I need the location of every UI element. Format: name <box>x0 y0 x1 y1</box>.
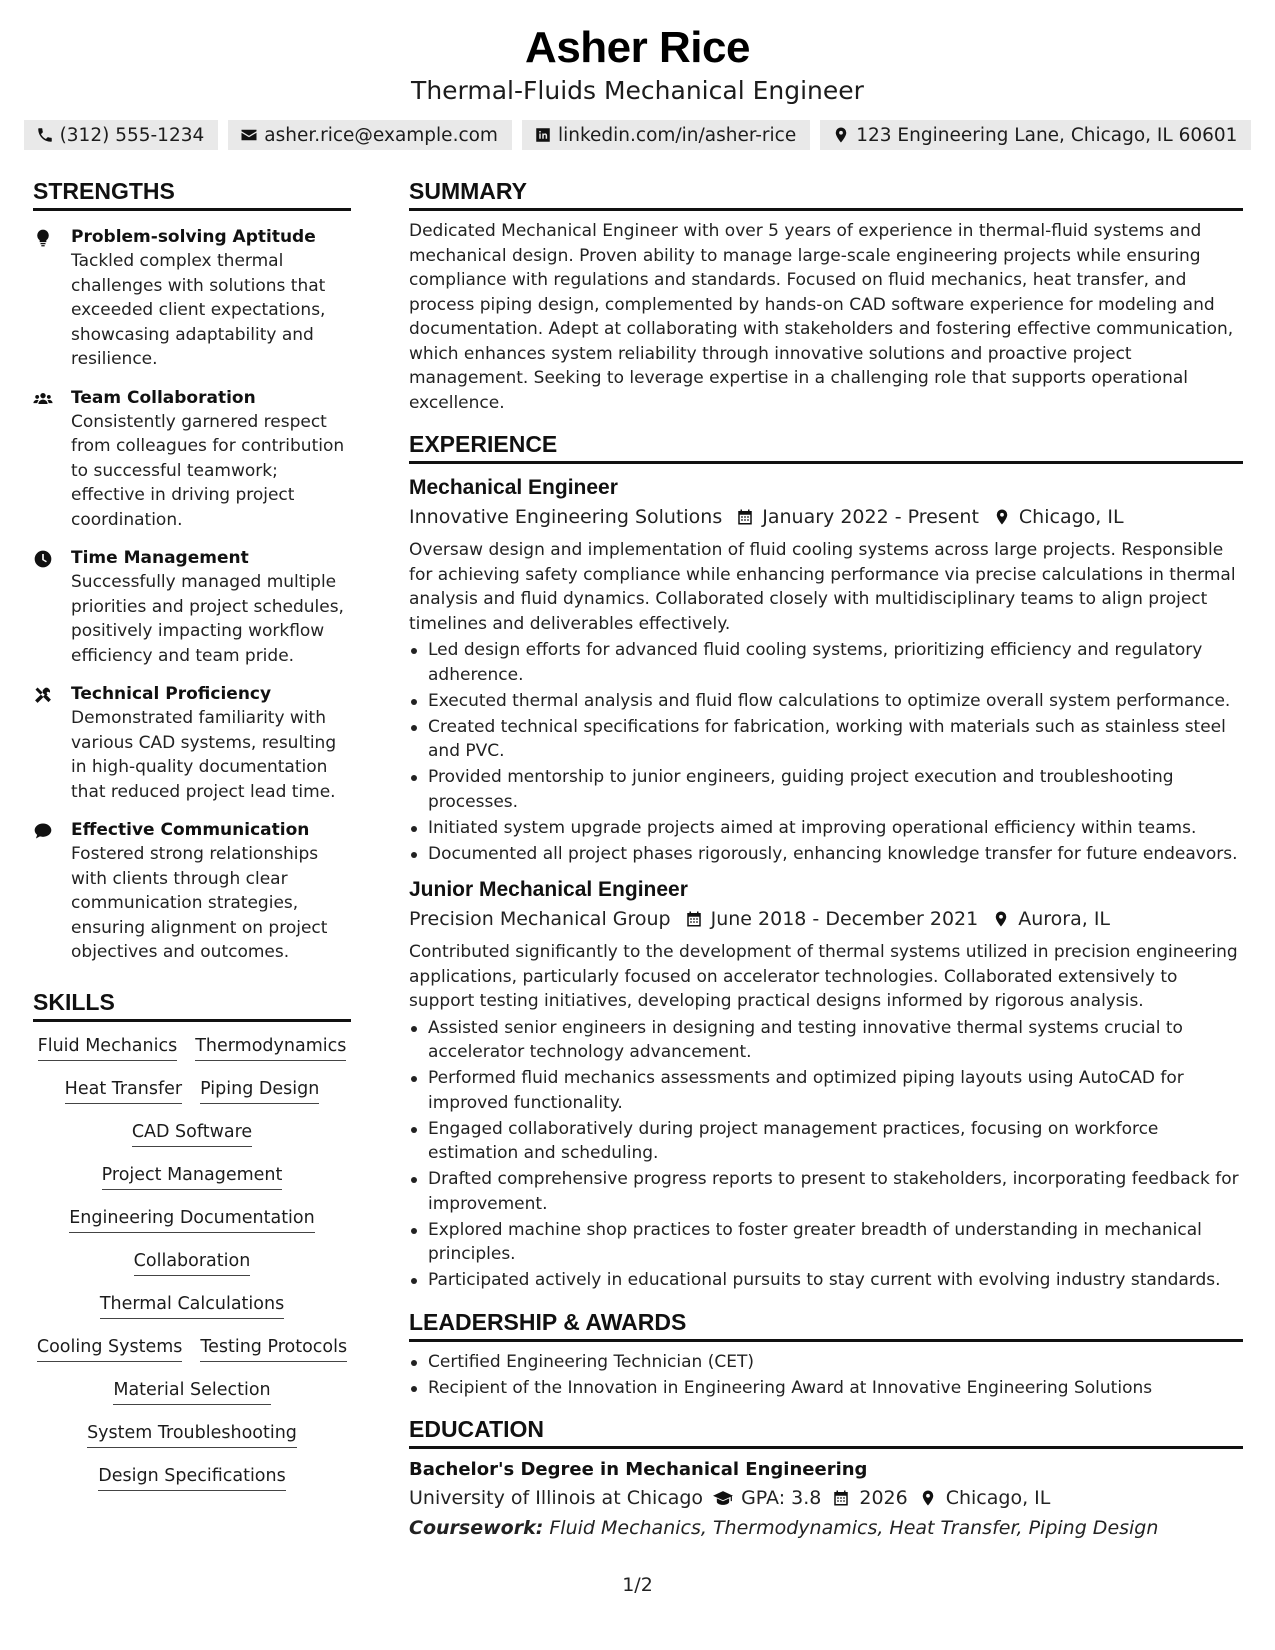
strength-text: Successfully managed multiple priorities and project schedules, positively impacting workflow efficiency and team pride. <box>71 572 344 666</box>
job-entry <box>409 876 1243 1293</box>
job-description: Contributed significantly to the development of thermal systems utilized in precision engineering applications, particularly focused on accelerator technologies. Collaborated extensively to support testing initiatives, developing practical designs informed by rigorous analysis. <box>409 942 1238 1011</box>
candidate-name: Asher Rice <box>525 23 750 72</box>
list-item: Initiated system upgrade projects aimed at improving operational efficiency within teams. <box>409 816 1243 841</box>
job-title: Mechanical Engineer <box>409 476 618 499</box>
skills-list <box>33 1034 351 1491</box>
list-item: Recipient of the Innovation in Engineering Award at Innovative Engineering Solutions <box>409 1376 1243 1401</box>
strengths-heading: STRENGTHS <box>33 178 351 211</box>
strength-item <box>33 386 351 533</box>
skill-tag: Testing Protocols <box>200 1335 347 1362</box>
skill-tag: Cooling Systems <box>37 1335 183 1362</box>
skill-tag: Fluid Mechanics <box>38 1034 178 1061</box>
job-title: Junior Mechanical Engineer <box>409 878 688 901</box>
envelope-icon <box>240 126 258 144</box>
job-location: Aurora, IL <box>1018 908 1111 930</box>
strength-text: Fostered strong relationships with clients through clear communication strategies, ensuring alignment on project objectives and outcomes. <box>71 844 328 962</box>
graduation-year: 2026 <box>859 1487 908 1509</box>
map-pin-icon <box>992 910 1010 928</box>
coursework-list: Fluid Mechanics, Thermodynamics, Heat Transfer, Piping Design <box>549 1517 1159 1539</box>
job-bullets <box>409 1016 1243 1293</box>
strength-title: Effective Communication <box>71 820 310 840</box>
job-location: Chicago, IL <box>1018 506 1124 528</box>
resume-header <box>0 0 1275 150</box>
lightbulb-icon <box>33 228 53 248</box>
candidate-title: Thermal-Fluids Mechanical Engineer <box>411 76 864 105</box>
list-item: Participated actively in educational pursuits to stay current with evolving industry standards. <box>409 1268 1243 1293</box>
contact-phone <box>24 120 219 150</box>
map-pin-icon <box>918 1489 938 1507</box>
list-item: Engaged collaboratively during project management practices, focusing on workforce estimation and scheduling. <box>409 1117 1243 1166</box>
company-name: Precision Mechanical Group <box>409 908 671 930</box>
calendar-icon <box>831 1489 851 1507</box>
skill-tag: Material Selection <box>113 1378 270 1405</box>
email-text[interactable]: asher.rice@example.com <box>264 124 498 146</box>
leadership-list <box>409 1350 1243 1401</box>
education-meta <box>409 1483 1243 1513</box>
skill-tag: Thermal Calculations <box>100 1292 284 1319</box>
address-text: 123 Engineering Lane, Chicago, IL 60601 <box>856 124 1238 146</box>
gpa-text: GPA: 3.8 <box>741 1487 822 1509</box>
strength-title: Team Collaboration <box>71 387 256 408</box>
list-item: Certified Engineering Technician (CET) <box>409 1350 1243 1375</box>
clock-icon <box>33 549 53 569</box>
strength-item <box>33 818 351 965</box>
summary-heading: SUMMARY <box>409 178 1243 211</box>
job-dates: January 2022 - Present <box>762 506 979 528</box>
skill-tag: CAD Software <box>132 1120 252 1147</box>
tools-icon <box>33 685 53 705</box>
calendar-icon <box>736 508 754 526</box>
left-column <box>33 178 351 1507</box>
job-meta <box>409 904 1243 934</box>
degree-title: Bachelor's Degree in Mechanical Engineering <box>409 1459 868 1480</box>
page-number: 1/2 <box>622 1574 653 1596</box>
strength-item <box>33 225 351 372</box>
strength-title: Time Management <box>71 548 249 568</box>
skills-heading: SKILLS <box>33 989 351 1022</box>
strength-title: Technical Proficiency <box>71 684 272 704</box>
list-item: Created technical specifications for fabrication, working with materials such as stainless steel and PVC. <box>409 715 1243 764</box>
strength-text: Consistently garnered respect from colleagues for contribution to successful teamwork; effective in driving project coordination. <box>71 411 345 530</box>
list-item: Executed thermal analysis and fluid flow calculations to optimize overall system performance. <box>409 689 1243 714</box>
coursework-label: Coursework: <box>409 1517 544 1539</box>
contact-bar <box>0 120 1275 150</box>
comment-icon <box>33 821 53 841</box>
skill-tag: Design Specifications <box>98 1464 285 1491</box>
list-item: Drafted comprehensive progress reports to present to stakeholders, incorporating feedback for improvement. <box>409 1167 1243 1216</box>
job-meta <box>409 502 1243 532</box>
leadership-heading: LEADERSHIP & AWARDS <box>409 1309 1243 1342</box>
education-heading: EDUCATION <box>409 1416 1243 1449</box>
job-entry <box>409 474 1243 866</box>
graduation-cap-icon <box>713 1489 733 1507</box>
strength-item <box>33 682 351 804</box>
phone-icon <box>36 126 54 144</box>
skill-tag: System Troubleshooting <box>87 1421 297 1448</box>
job-bullets <box>409 638 1243 866</box>
contact-email[interactable] <box>228 120 512 150</box>
skill-tag: Project Management <box>102 1163 283 1190</box>
map-pin-icon <box>993 508 1011 526</box>
education-location: Chicago, IL <box>945 1487 1051 1509</box>
company-name: Innovative Engineering Solutions <box>409 506 723 528</box>
experience-heading: EXPERIENCE <box>409 431 1243 464</box>
contact-address <box>820 120 1251 150</box>
list-item: Led design efforts for advanced fluid cooling systems, prioritizing efficiency and regulatory adherence. <box>409 638 1243 687</box>
right-column <box>409 178 1243 1543</box>
list-item: Performed fluid mechanics assessments and optimized piping layouts using AutoCAD for improved functionality. <box>409 1066 1243 1115</box>
list-item: Explored machine shop practices to foster greater breadth of understanding in mechanical principles. <box>409 1218 1243 1267</box>
skill-tag: Thermodynamics <box>195 1034 346 1061</box>
skill-tag: Collaboration <box>134 1249 251 1276</box>
strength-title: Problem-solving Aptitude <box>71 227 316 247</box>
coursework <box>409 1513 1243 1543</box>
contact-linkedin[interactable] <box>522 120 810 150</box>
map-pin-icon <box>832 126 850 144</box>
skill-tag: Heat Transfer <box>65 1077 182 1104</box>
strength-item <box>33 546 351 668</box>
users-icon <box>33 389 53 409</box>
job-description: Oversaw design and implementation of fluid cooling systems across large projects. Responsible for achieving safety compliance while enhancing performance via precise calculations in thermal analysis and fluid dynamics. Collaborated closely with multidisciplinary teams to align project timelines and deliverables effectively. <box>409 540 1236 634</box>
summary-text: Dedicated Mechanical Engineer with over 5 years of experience in thermal-fluid systems and mechanical design. Proven ability to manage large-scale engineering projects while ensuring compliance with regulations and standards. Focused on fluid mechanics, heat transfer, and process piping design, complemented by hands-on CAD software experience for modeling and documentation. Adept at collaborating with stakeholders and fostering effective communication, which enhances system reliability through innovative solutions and proactive project management. Seeking to leverage expertise in a challenging role that supports operational excellence. <box>409 221 1234 413</box>
skill-tag: Piping Design <box>200 1077 319 1104</box>
list-item: Assisted senior engineers in designing and testing innovative thermal systems crucial to accelerator technology advancement. <box>409 1016 1243 1065</box>
skill-tag: Engineering Documentation <box>69 1206 314 1233</box>
list-item: Documented all project phases rigorously, enhancing knowledge transfer for future endeavors. <box>409 842 1243 867</box>
calendar-icon <box>685 910 703 928</box>
linkedin-icon <box>534 126 552 144</box>
linkedin-text[interactable]: linkedin.com/in/asher-rice <box>557 124 797 146</box>
school-name: University of Illinois at Chicago <box>409 1487 704 1509</box>
list-item: Provided mentorship to junior engineers, guiding project execution and troubleshooting processes. <box>409 765 1243 814</box>
job-dates: June 2018 - December 2021 <box>710 908 979 930</box>
phone-text: (312) 555-1234 <box>59 124 205 146</box>
strength-text: Tackled complex thermal challenges with solutions that exceeded client expectations, showcasing adaptability and resilience. <box>71 251 326 369</box>
strength-text: Demonstrated familiarity with various CAD systems, resulting in high-quality documentation that reduced project lead time. <box>71 708 337 802</box>
